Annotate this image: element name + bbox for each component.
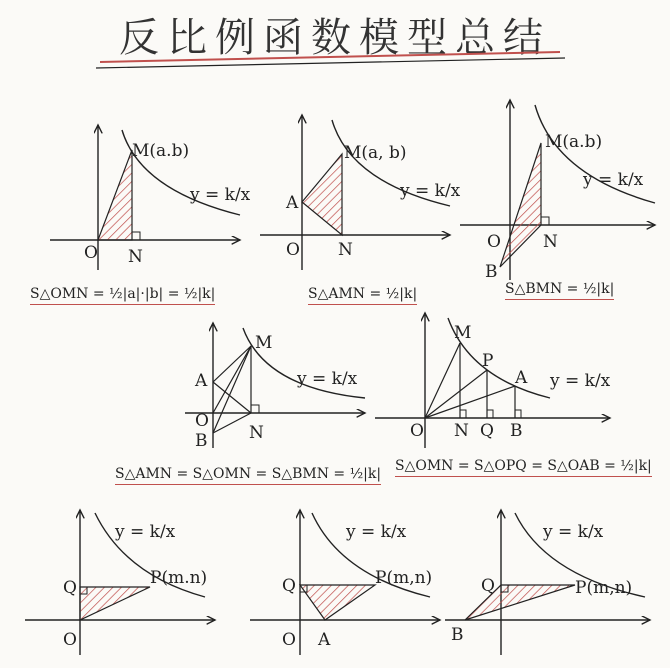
label-b: B <box>485 262 498 282</box>
function-label: y = k/x <box>543 522 604 542</box>
point-label: M(a.b) <box>545 132 603 152</box>
panel-7 <box>250 505 450 659</box>
graph-4 <box>185 318 375 458</box>
label-n: N <box>454 421 469 441</box>
label-a: A <box>286 193 299 213</box>
label-n: N <box>543 232 558 252</box>
label-o: O <box>63 630 77 650</box>
label-o: O <box>282 630 296 650</box>
label-n: N <box>128 247 143 267</box>
label-n: N <box>338 240 353 260</box>
function-label: y = k/x <box>346 522 407 542</box>
function-label: y = k/x <box>550 371 611 391</box>
label-o: O <box>286 240 300 260</box>
formula-1: S△OMN = ½|a|·|b| = ½|k| <box>30 286 215 305</box>
label-o: O <box>84 243 98 263</box>
panel-6 <box>25 505 225 659</box>
graph-1 <box>40 120 250 280</box>
point-label: M <box>454 323 472 343</box>
point-label: M(a.b) <box>132 141 190 161</box>
graph-8 <box>445 505 660 655</box>
label-n: N <box>249 423 264 443</box>
label-a: A <box>515 368 528 388</box>
point-label: M(a, b) <box>344 143 407 163</box>
panel-1 <box>30 120 251 302</box>
function-label: y = k/x <box>190 185 251 205</box>
label-q: Q <box>481 576 495 596</box>
function-label: y = k/x <box>583 170 644 190</box>
formula-4: S△AMN = S△OMN = S△BMN = ½|k| <box>115 466 381 485</box>
title-underline <box>0 0 670 80</box>
graph-2 <box>260 110 460 280</box>
label-q: Q <box>282 576 296 596</box>
label-b: B <box>451 625 464 645</box>
label-b: B <box>510 421 523 441</box>
label-b: B <box>195 431 208 451</box>
panel-2 <box>260 110 461 302</box>
graph-3 <box>455 95 665 285</box>
function-label: y = k/x <box>400 181 461 201</box>
panel-3 <box>455 95 665 297</box>
label-q: Q <box>63 578 77 598</box>
label-o: O <box>410 421 424 441</box>
function-label: y = k/x <box>115 522 176 542</box>
panel-5 <box>370 308 652 474</box>
label-p: P <box>482 351 494 371</box>
graph-7 <box>250 505 450 655</box>
panel-8 <box>445 505 660 659</box>
panel-4 <box>115 318 382 482</box>
graph-6 <box>25 505 225 655</box>
formula-5: S△OMN = S△OPQ = S△OAB = ½|k| <box>395 458 652 477</box>
function-label: y = k/x <box>297 369 358 389</box>
label-q: Q <box>480 421 494 441</box>
formula-3: S△BMN = ½|k| <box>505 281 614 300</box>
formula-2: S△AMN = ½|k| <box>308 286 417 305</box>
point-label: M <box>255 333 273 353</box>
page-title: 反比例函数模型总结 <box>119 15 551 61</box>
label-o: O <box>487 232 501 252</box>
graph-5 <box>370 308 620 458</box>
label-a: A <box>195 371 208 391</box>
label-a: A <box>318 630 331 650</box>
point-label: P(m.n) <box>150 568 208 588</box>
label-o: O <box>195 411 209 431</box>
point-label: P(m,n) <box>575 578 633 598</box>
point-label: P(m,n) <box>375 568 433 588</box>
